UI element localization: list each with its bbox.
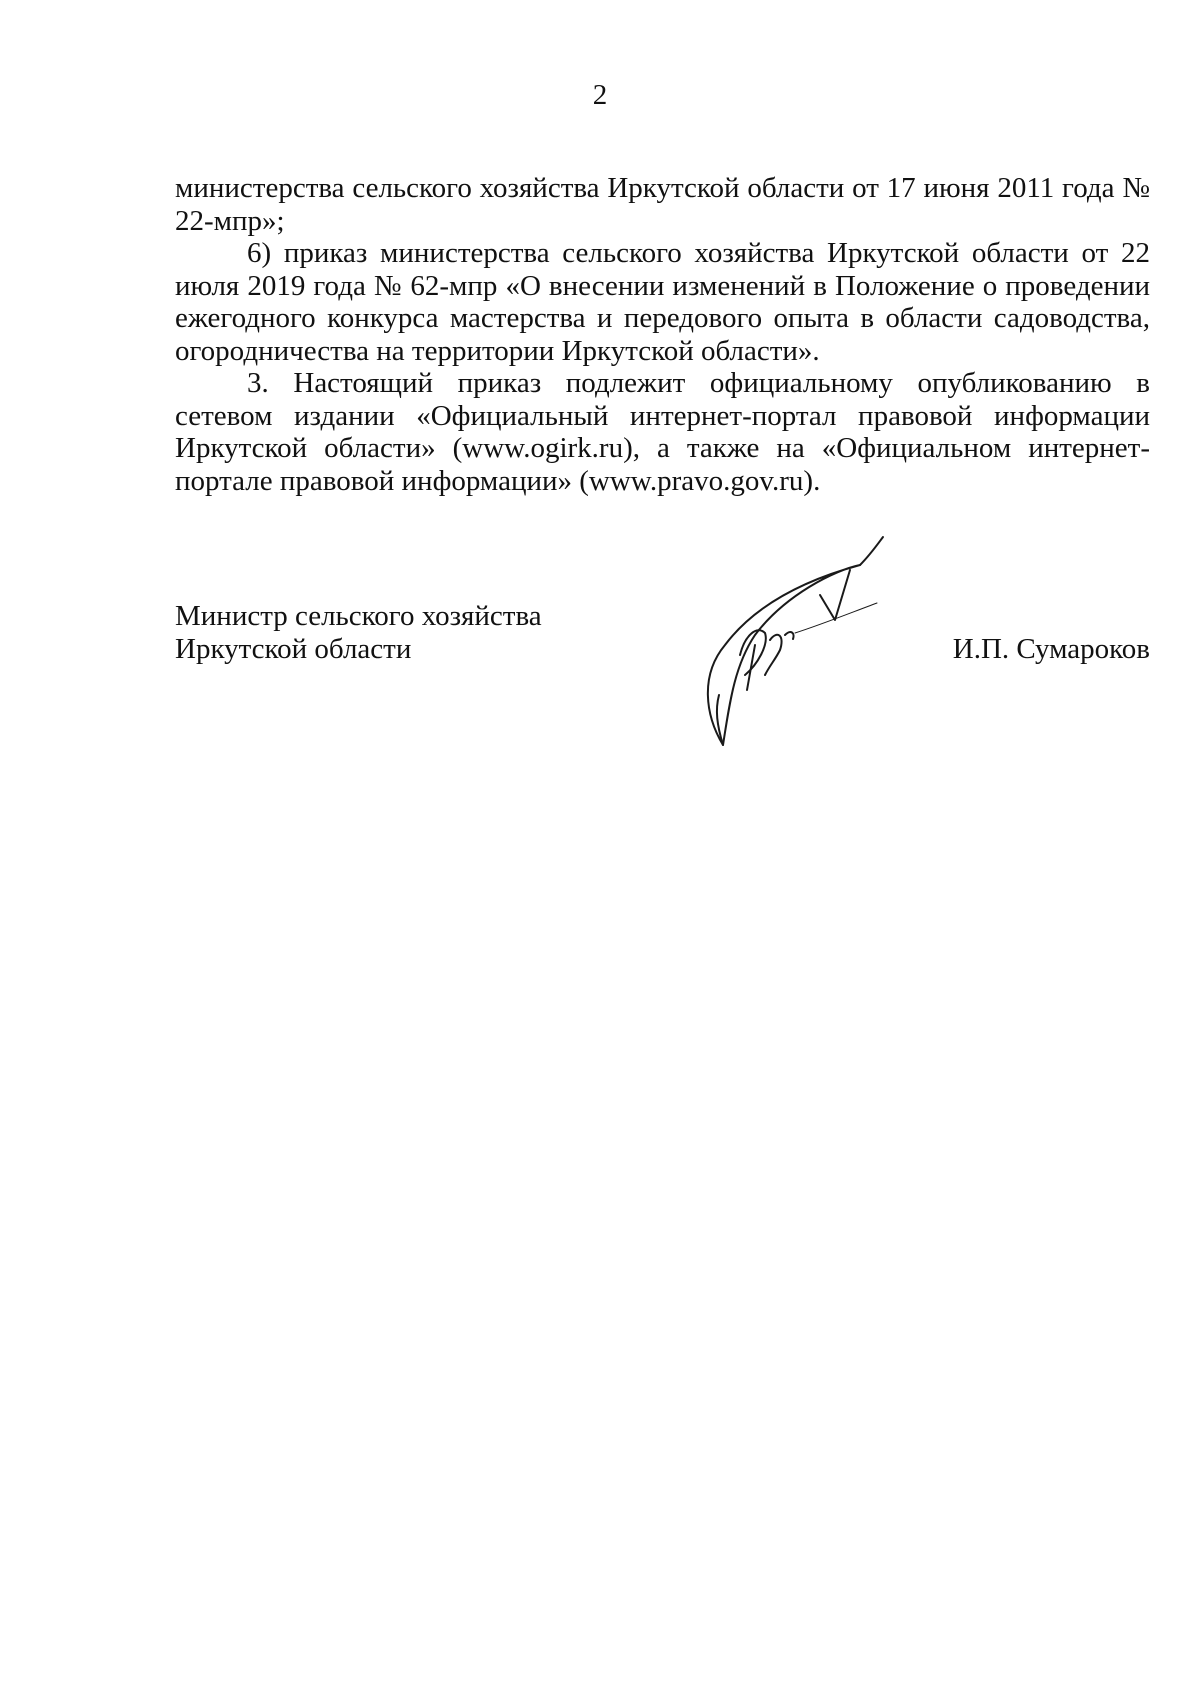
signatory-name: И.П. Сумароков bbox=[952, 632, 1150, 665]
page-number: 2 bbox=[592, 79, 608, 111]
signatory-position bbox=[175, 600, 542, 665]
signature-block bbox=[175, 600, 1150, 760]
signatory-position-line-2: Иркутской области bbox=[175, 632, 412, 665]
paragraph-continuation: министерства сельского хозяйства Иркутской области от 17 июня 2011 года № 22-мпр»; bbox=[175, 172, 1150, 237]
paragraph-point-3: 3. Настоящий приказ подлежит официальному опубликованию в сетевом издании «Официальный интернет-портал правовой информации Иркутской области» (www.ogirk.ru), а также на «Официальном интернет-портале правовой информации» (www.pravo.gov.ru). bbox=[175, 367, 1150, 497]
handwritten-signature-icon bbox=[645, 525, 895, 755]
signatory-position-line-1: Министр сельского хозяйства bbox=[175, 600, 542, 632]
document-body bbox=[175, 172, 1150, 497]
paragraph-item-6: 6) приказ министерства сельского хозяйства Иркутской области от 22 июля 2019 года № 62-мпр «О внесении изменений в Положение о проведении ежегодного конкурса мастерства и передового опыта в области садоводства, огородничества на территории Иркутской области». bbox=[175, 237, 1150, 367]
